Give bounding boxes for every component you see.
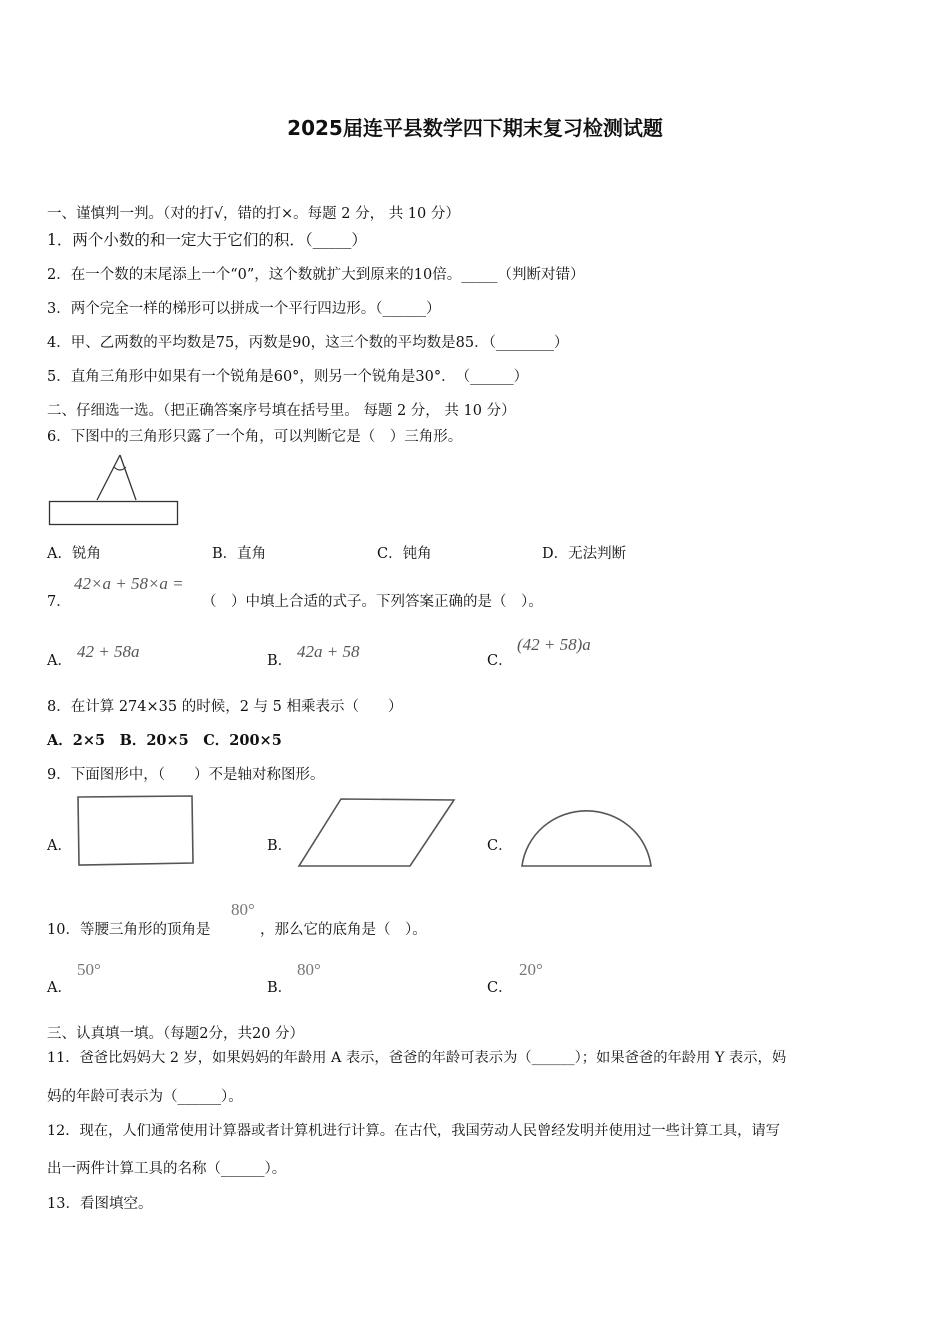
question-1: 1．两个小数的和一定大于它们的积．（_____）: [47, 231, 367, 249]
question-11-line-2: 妈的年龄可表示为（______）。: [47, 1089, 243, 1105]
question-5: 5．直角三角形中如果有一个锐角是60°，则另一个锐角是30°． （______）: [47, 369, 529, 385]
question-7-number: 7．: [47, 594, 71, 610]
q10-option-a-label[interactable]: A．: [47, 980, 72, 996]
covering-rectangle: [50, 502, 178, 525]
q8-options[interactable]: A．2×5 B．20×5 C．200×5: [47, 732, 282, 749]
q9-option-a-label[interactable]: A．: [47, 838, 72, 854]
page-title: 2025届连平县数学四下期末复习检测试题: [287, 116, 663, 140]
q7-option-a-label[interactable]: A．: [47, 653, 72, 669]
question-9: 9．下面图形中，（ ）不是轴对称图形。: [47, 767, 325, 783]
question-12-line-1: 12．现在，人们通常使用计算器或者计算机进行计算。在古代，我国劳动人民曾经发明并使用过一些计算工具，请写: [47, 1123, 781, 1139]
question-4: 4．甲、乙两数的平均数是75，丙数是90，这三个数的平均数是85．（________）: [47, 335, 569, 351]
question-11-line-1: 11．爸爸比妈妈大 2 岁，如果妈妈的年龄用 A 表示，爸爸的年龄可表示为（______）；如果爸爸的年龄用 Y 表示，妈: [47, 1050, 787, 1066]
q10-option-b-angle[interactable]: 80°: [297, 960, 321, 979]
question-6: 6．下图中的三角形只露了一个角，可以判断它是（ ）三角形。: [47, 429, 463, 445]
question-3: 3．两个完全一样的梯形可以拼成一个平行四边形。（______）: [47, 301, 441, 317]
semicircle-shape[interactable]: [520, 800, 654, 870]
triangle-left-side: [97, 455, 120, 500]
q6-option-a[interactable]: A．锐角: [47, 546, 101, 562]
q7-option-b-label[interactable]: B．: [267, 653, 293, 669]
q7-option-c-expression[interactable]: (42 + 58)a: [517, 635, 591, 654]
question-10-prefix: 10．等腰三角形的顶角是: [47, 922, 211, 938]
q9-option-c-label[interactable]: C．: [487, 838, 513, 854]
rectangle-shape[interactable]: [76, 795, 196, 867]
question-2: 2．在一个数的末尾添上一个“0”，这个数就扩大到原来的10倍。_____（判断对错）: [47, 267, 585, 283]
section-3-header: 三、认真填一填。（每题2分，共20 分）: [47, 1026, 305, 1042]
q6-option-d[interactable]: D．无法判断: [542, 546, 627, 562]
question-13: 13．看图填空。: [47, 1196, 153, 1212]
question-8: 8．在计算 274×35 的时候，2 与 5 相乘表示（ ）: [47, 699, 403, 715]
q10-option-c-label[interactable]: C．: [487, 980, 513, 996]
question-10-angle: 80°: [231, 900, 255, 919]
q7-option-a-expression[interactable]: 42 + 58a: [77, 642, 140, 661]
q7-option-b-expression[interactable]: 42a + 58: [297, 642, 360, 661]
question-10-suffix: ，那么它的底角是（ ）。: [260, 922, 427, 938]
q10-option-a-angle[interactable]: 50°: [77, 960, 101, 979]
question-7-text: （ ）中填上合适的式子。下列答案正确的是（ ）。: [202, 594, 543, 610]
q10-option-b-label[interactable]: B．: [267, 980, 293, 996]
parallelogram-shape[interactable]: [296, 797, 458, 869]
q6-option-b[interactable]: B．直角: [212, 546, 267, 562]
question-12-line-2: 出一两件计算工具的名称（______）。: [47, 1161, 287, 1177]
section-2-header: 二、仔细选一选。（把正确答案序号填在括号里。 每题 2 分， 共 10 分）: [47, 403, 516, 419]
q6-option-c[interactable]: C．钝角: [377, 546, 432, 562]
q7-option-c-label[interactable]: C．: [487, 653, 513, 669]
question-7-expression: 42×a + 58×a =: [74, 574, 184, 593]
section-1-header: 一、谨慎判一判。（对的打√，错的打×。每题 2 分， 共 10 分）: [47, 206, 460, 222]
triangle-right-side: [120, 455, 136, 500]
q9-option-b-label[interactable]: B．: [267, 838, 293, 854]
q10-option-c-angle[interactable]: 20°: [519, 960, 543, 979]
hidden-triangle-figure: [48, 452, 180, 527]
